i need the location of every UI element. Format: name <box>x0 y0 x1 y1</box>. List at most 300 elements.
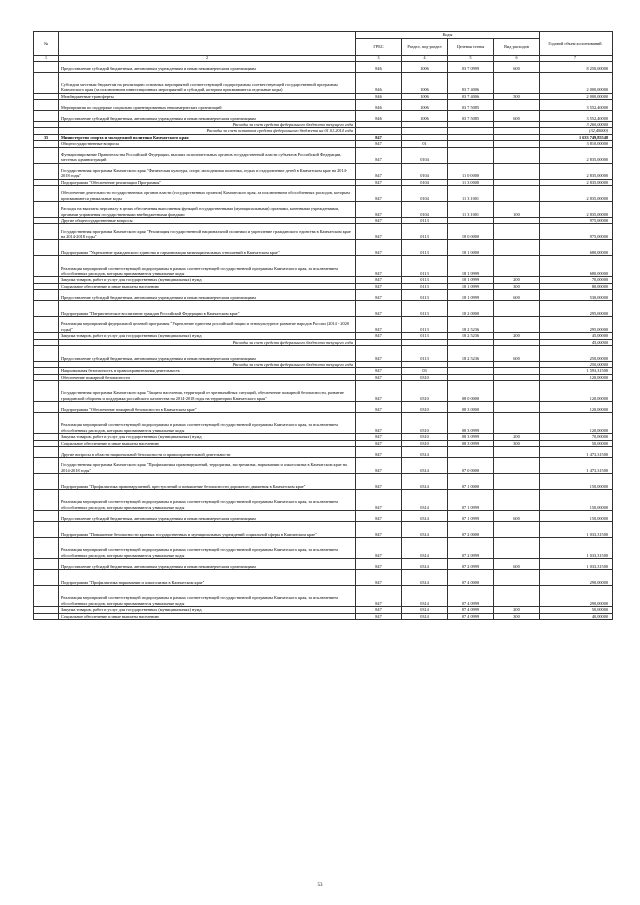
column-index: 5 <box>448 56 494 62</box>
row-number <box>34 559 59 570</box>
row-grbs: 846 <box>356 61 402 72</box>
row-target: 08 0 0000 <box>448 381 494 402</box>
row-number <box>34 290 59 301</box>
row-target: 03 7 4006 <box>448 93 494 99</box>
row-number <box>34 61 59 72</box>
row-razdel: 0314 <box>402 613 448 619</box>
row-number <box>34 490 59 511</box>
row-razdel: 1006 <box>402 61 448 72</box>
row-expense-type: 600 <box>494 559 540 570</box>
row-target <box>448 147 494 163</box>
row-grbs: 847 <box>356 333 402 339</box>
row-number <box>34 613 59 619</box>
row-name: Закупка товаров, работ и услуг для государственных (муниципальных) нужд <box>59 434 356 440</box>
row-grbs: 847 <box>356 447 402 458</box>
row-number <box>34 256 59 277</box>
row-grbs: 847 <box>356 179 402 185</box>
row-target: 11 3 1001 <box>448 186 494 202</box>
row-grbs: 847 <box>356 346 402 362</box>
row-grbs: 847 <box>356 290 402 301</box>
row-razdel: 0314 <box>402 586 448 607</box>
row-number <box>34 538 59 559</box>
row-name: Подпрограмма "Повышение безопасности краевых государственных и муниципальных учреждений социальной сферы в Камчатском крае" <box>59 522 356 538</box>
row-expense-type <box>494 301 540 317</box>
row-grbs: 847 <box>356 559 402 570</box>
row-name: Функционирование Правительства Российской Федерации, высших исполнительных органов государственной власти субъектов Российской Федерации, местных администраций <box>59 147 356 163</box>
row-name: Реализация мероприятий соответствующей подпрограммы в рамках соответствующей государственной программы Камчатского края, за исключением обособленных расходов, которым присваиваются уникальные коды <box>59 256 356 277</box>
row-razdel: 0314 <box>402 607 448 613</box>
table-row <box>34 290 613 301</box>
row-target: 18 1 0999 <box>448 256 494 277</box>
table-row <box>34 447 613 458</box>
row-amount: 80,00000 <box>540 283 613 289</box>
row-expense-type: 200 <box>494 333 540 339</box>
row-expense-type <box>494 538 540 559</box>
row-name: Социальное обеспечение и иные выплаты населению <box>59 440 356 446</box>
row-grbs: 846 <box>356 100 402 111</box>
row-grbs: 847 <box>356 613 402 619</box>
row-number <box>34 72 59 93</box>
table-row <box>34 559 613 570</box>
row-grbs: 847 <box>356 301 402 317</box>
table-row <box>34 147 613 163</box>
table-row <box>34 586 613 607</box>
row-grbs: 847 <box>356 256 402 277</box>
row-expense-type <box>494 381 540 402</box>
table-row <box>34 100 613 111</box>
row-number <box>34 381 59 402</box>
row-expense-type <box>494 147 540 163</box>
row-target: 11 3 0000 <box>448 179 494 185</box>
row-target: 18 2 5236 <box>448 346 494 362</box>
row-target: 07 2 0999 <box>448 559 494 570</box>
row-expense-type: 500 <box>494 93 540 99</box>
row-expense-type <box>494 458 540 474</box>
row-amount: 295,00000 <box>540 301 613 317</box>
row-target: 18 0 0000 <box>448 224 494 240</box>
row-amount: 1 473,31500 <box>540 447 613 458</box>
row-amount: 150,00000 <box>540 490 613 511</box>
row-name: Подпрограмма "Обеспечение реализации Программы" <box>59 179 356 185</box>
row-expense-type <box>494 100 540 111</box>
table-row <box>34 381 613 402</box>
row-name: Предоставление субсидий бюджетным, автономным учреждениям и иным некоммерческим организациям <box>59 61 356 72</box>
table-row <box>34 458 613 474</box>
row-expense-type <box>494 402 540 413</box>
row-razdel: 0310 <box>402 434 448 440</box>
row-number <box>34 301 59 317</box>
row-razdel: 0310 <box>402 440 448 446</box>
row-number <box>34 474 59 490</box>
row-target: 07 1 0000 <box>448 474 494 490</box>
row-razdel: 03 <box>402 368 448 374</box>
row-grbs: 847 <box>356 586 402 607</box>
row-amount: 45,00000 <box>540 339 613 345</box>
row-target: 11 3 1001 <box>448 202 494 218</box>
row-target: 03 7 5085 <box>448 100 494 111</box>
row-target: 07 4 0999 <box>448 586 494 607</box>
row-razdel: 0104 <box>402 202 448 218</box>
row-number <box>34 111 59 122</box>
row-razdel: 0314 <box>402 522 448 538</box>
row-expense-type: 200 <box>494 607 540 613</box>
row-target: 07 4 0999 <box>448 613 494 619</box>
row-name: Субсидии местным бюджетам на реализацию основных мероприятий соответствующей подпрограммы соответствующей государственной программы Камчатского края (за исключением инвестиционных мероприятий и субсидий, которым присваиваются отдельные коды) <box>59 72 356 93</box>
row-expense-type: 300 <box>494 283 540 289</box>
row-razdel: 0113 <box>402 317 448 333</box>
row-name: Предоставление субсидий бюджетным, автономным учреждениям и иным некоммерческим организациям <box>59 290 356 301</box>
row-expense-type <box>494 256 540 277</box>
row-name: Министерство спорта и молодежной политики Камчатского края <box>59 134 356 140</box>
row-razdel: 1006 <box>402 100 448 111</box>
row-expense-type: 200 <box>494 434 540 440</box>
row-grbs: 847 <box>356 402 402 413</box>
row-grbs: 847 <box>356 186 402 202</box>
row-expense-type <box>494 72 540 93</box>
row-name: Расходы за счет средств федерального бюджета текущего года <box>59 339 356 345</box>
column-index: 1 <box>34 56 59 62</box>
row-grbs: 847 <box>356 224 402 240</box>
row-expense-type <box>494 186 540 202</box>
row-amount: 2 835,00000 <box>540 202 613 218</box>
row-razdel: 1006 <box>402 72 448 93</box>
row-expense-type <box>494 586 540 607</box>
row-target: 07 2 0999 <box>448 538 494 559</box>
row-name: Подпрограмма "Профилактика наркомании и алкоголизма в Камчатском крае" <box>59 570 356 586</box>
row-name: Реализация мероприятий соответствующей подпрограммы в рамках соответствующей государственной программы Камчатского края, за исключением обособленных расходов, которым присваиваются уникальные коды <box>59 490 356 511</box>
row-number <box>34 402 59 413</box>
row-amount: (32,40000) <box>540 128 613 134</box>
page-number: 53 <box>317 883 323 888</box>
row-amount: 1 633 749,85548 <box>540 134 613 140</box>
table-row <box>34 72 613 93</box>
row-amount: 680,00000 <box>540 240 613 256</box>
row-name: Межбюджетные трансферты <box>59 93 356 99</box>
row-amount: 2 835,00000 <box>540 163 613 179</box>
row-razdel: 0113 <box>402 240 448 256</box>
row-name: Предоставление субсидий бюджетным, автономным учреждениям и иным некоммерческим организациям <box>59 559 356 570</box>
row-target: 03 7 5085 <box>448 111 494 122</box>
row-grbs: 847 <box>356 607 402 613</box>
row-razdel: 0314 <box>402 538 448 559</box>
row-name: Социальное обеспечение и иные выплаты населению <box>59 283 356 289</box>
row-target: 07 0 0000 <box>448 458 494 474</box>
table-row <box>34 402 613 413</box>
row-name: Реализация мероприятий федеральной целевой программы "Укрепление единства российской нации и этнокультурное развитие народов России (2014 - 2020 годы)" <box>59 317 356 333</box>
col-header-target: Целевая статья <box>448 39 494 56</box>
row-expense-type <box>494 570 540 586</box>
col-header-grbs: ГРБС <box>356 39 402 56</box>
row-razdel: 0104 <box>402 163 448 179</box>
row-target: 07 4 0999 <box>448 607 494 613</box>
row-name: Подпрограмма "Профилактика правонарушений, преступлений и повышение безопасности дорожного движения в Камчатском крае" <box>59 474 356 490</box>
row-expense-type <box>494 317 540 333</box>
row-razdel: 0314 <box>402 490 448 511</box>
row-expense-type <box>494 240 540 256</box>
row-number <box>34 224 59 240</box>
row-grbs: 847 <box>356 134 402 140</box>
row-expense-type: 600 <box>494 111 540 122</box>
table-row <box>34 346 613 362</box>
row-grbs: 847 <box>356 283 402 289</box>
table-body <box>34 61 613 619</box>
row-razdel: 0113 <box>402 333 448 339</box>
row-grbs: 847 <box>356 538 402 559</box>
column-index: 3 <box>356 56 402 62</box>
row-razdel: 01 <box>402 141 448 147</box>
row-amount: 120,00000 <box>540 413 613 434</box>
row-name: Предоставление субсидий бюджетным, автономным учреждениям и иным некоммерческим организациям <box>59 346 356 362</box>
table-row <box>34 202 613 218</box>
row-number <box>34 317 59 333</box>
row-number <box>34 447 59 458</box>
column-index: 4 <box>402 56 448 62</box>
row-razdel: 0314 <box>402 511 448 522</box>
row-expense-type: 300 <box>494 440 540 446</box>
row-target: 08 3 0999 <box>448 413 494 434</box>
row-grbs: 847 <box>356 434 402 440</box>
row-target: 18 2 5236 <box>448 317 494 333</box>
row-name: Общегосударственные вопросы <box>59 141 356 147</box>
row-amount: 70,00000 <box>540 434 613 440</box>
row-target: 18 1 0999 <box>448 277 494 283</box>
table-row <box>34 256 613 277</box>
table-row <box>34 317 613 333</box>
row-razdel: 0113 <box>402 290 448 301</box>
row-razdel: 0314 <box>402 447 448 458</box>
row-name: Подпрограмма "Патриотическое воспитание граждан Российской Федерации в Камчатском крае" <box>59 301 356 317</box>
row-amount: 290,00000 <box>540 586 613 607</box>
row-amount: 2 000,00000 <box>540 93 613 99</box>
row-number: 35 <box>34 134 59 140</box>
row-expense-type: 600 <box>494 61 540 72</box>
row-amount: 250,00000 <box>540 346 613 362</box>
table-row <box>34 186 613 202</box>
table-row <box>34 522 613 538</box>
row-grbs: 847 <box>356 458 402 474</box>
row-amount: 40,00000 <box>540 613 613 619</box>
row-amount: 1 033,31500 <box>540 522 613 538</box>
row-name: Подпрограмма "Укрепление гражданского единства и гармонизация межнациональных отношений в Камчатском крае" <box>59 240 356 256</box>
column-index: 2 <box>59 56 356 62</box>
table-row <box>34 111 613 122</box>
row-name: Закупка товаров, работ и услуг для государственных (муниципальных) нужд <box>59 607 356 613</box>
row-amount: 250,00000 <box>540 362 613 368</box>
table-row <box>34 240 613 256</box>
row-number <box>34 163 59 179</box>
row-name: Закупка товаров, работ и услуг для государственных (муниципальных) нужд <box>59 333 356 339</box>
row-grbs: 847 <box>356 202 402 218</box>
row-target: 08 3 0999 <box>448 434 494 440</box>
row-number <box>34 413 59 434</box>
row-name: Предоставление субсидий бюджетным, автономным учреждениям и иным некоммерческим организациям <box>59 511 356 522</box>
row-number <box>34 511 59 522</box>
row-name: Государственная программа Камчатского края "Профилактика правонарушений, терроризма, экстремизма, наркомании и алкоголизма в Камчатском крае на 2014-2018 годы" <box>59 458 356 474</box>
row-grbs: 847 <box>356 317 402 333</box>
table-row <box>34 61 613 72</box>
row-grbs: 847 <box>356 277 402 283</box>
row-amount: 150,00000 <box>540 511 613 522</box>
row-amount: 975,00000 <box>540 218 613 224</box>
row-razdel: 0113 <box>402 283 448 289</box>
row-razdel: 0310 <box>402 402 448 413</box>
row-grbs: 847 <box>356 163 402 179</box>
row-name: Государственная программа Камчатского края "Физическая культура, спорт, молодежная политика, отдых и оздоровление детей в Камчатском крае на 2014-2018 годы" <box>59 163 356 179</box>
row-expense-type <box>494 490 540 511</box>
row-amount: 1 033,31500 <box>540 538 613 559</box>
row-number <box>34 186 59 202</box>
row-grbs: 847 <box>356 440 402 446</box>
row-razdel: 0113 <box>402 277 448 283</box>
table-row <box>34 301 613 317</box>
row-name: Другие общегосударственные вопросы <box>59 218 356 224</box>
row-amount: 3 552,40000 <box>540 111 613 122</box>
row-name: Другие вопросы в области национальной безопасности и правоохранительной деятельности <box>59 447 356 458</box>
row-target: 18 2 5236 <box>448 333 494 339</box>
row-grbs: 846 <box>356 111 402 122</box>
row-amount: 2 835,00000 <box>540 147 613 163</box>
row-expense-type <box>494 413 540 434</box>
row-razdel: 1006 <box>402 111 448 122</box>
row-grbs: 847 <box>356 490 402 511</box>
row-amount: 3 810,00000 <box>540 141 613 147</box>
row-grbs: 847 <box>356 381 402 402</box>
row-amount: 120,00000 <box>540 402 613 413</box>
budget-table <box>33 31 613 620</box>
row-target: 07 2 0000 <box>448 522 494 538</box>
table-row <box>34 613 613 619</box>
row-expense-type: 100 <box>494 202 540 218</box>
row-grbs: 847 <box>356 218 402 224</box>
row-name: Государственная программа Камчатского края "Защита населения, территорий от чрезвычайных ситуаций, обеспечение пожарной безопасности, развитие гражданской обороны и поддержка российского казачества на 2014-2018 годы на территории Камчатского края" <box>59 381 356 402</box>
table-row <box>34 511 613 522</box>
row-amount: 50,00000 <box>540 440 613 446</box>
row-razdel: 0310 <box>402 381 448 402</box>
table-row <box>34 538 613 559</box>
row-razdel: 0314 <box>402 559 448 570</box>
row-target: 07 1 0999 <box>448 490 494 511</box>
row-target: 08 3 0999 <box>448 440 494 446</box>
row-target: 18 1 0999 <box>448 290 494 301</box>
row-target: 11 0 0000 <box>448 163 494 179</box>
row-amount: 150,00000 <box>540 474 613 490</box>
row-razdel: 0104 <box>402 147 448 163</box>
row-target: 07 4 0000 <box>448 570 494 586</box>
row-amount: 2 835,00000 <box>540 186 613 202</box>
row-expense-type <box>494 224 540 240</box>
col-header-razdel: Раздел, под-раздел <box>402 39 448 56</box>
row-razdel: 0113 <box>402 224 448 240</box>
row-name: Государственная программа Камчатского края "Реализация государственной национальной политики и укрепление гражданского единства в Камчатском крае на 2014-2018 годы" <box>59 224 356 240</box>
row-razdel: 0113 <box>402 301 448 317</box>
row-grbs: 846 <box>356 93 402 99</box>
row-target <box>448 447 494 458</box>
row-grbs: 847 <box>356 474 402 490</box>
row-razdel: 0314 <box>402 570 448 586</box>
row-amount: 45,00000 <box>540 333 613 339</box>
table-row <box>34 490 613 511</box>
col-header-expense-type: Вид расходов <box>494 39 540 56</box>
row-grbs: 847 <box>356 368 402 374</box>
row-grbs: 847 <box>356 147 402 163</box>
row-target: 03 7 0999 <box>448 61 494 72</box>
row-razdel: 0113 <box>402 256 448 277</box>
row-number <box>34 147 59 163</box>
row-razdel: 0113 <box>402 346 448 362</box>
row-target: 18 1 0999 <box>448 283 494 289</box>
row-razdel: 0314 <box>402 458 448 474</box>
col-header-name <box>59 32 356 56</box>
row-expense-type <box>494 522 540 538</box>
row-target: 18 2 0000 <box>448 301 494 317</box>
row-number <box>34 346 59 362</box>
row-amount: 70,00000 <box>540 277 613 283</box>
row-amount: 120,00000 <box>540 381 613 402</box>
row-name: Предоставление субсидий бюджетным, автономным учреждениям и иным некоммерческим организациям <box>59 111 356 122</box>
row-name: Обеспечение деятельности государственных органов власти (государственных органов) Камчатского края, за исключением обособленных расходов, которым присваиваются уникальные коды <box>59 186 356 202</box>
row-amount: 975,00000 <box>540 224 613 240</box>
row-expense-type: 600 <box>494 511 540 522</box>
row-number <box>34 100 59 111</box>
table-header <box>34 32 613 62</box>
row-name: Реализация мероприятий соответствующей подпрограммы в рамках соответствующей государственной программы Камчатского края, за исключением обособленных расходов, которым присваиваются уникальные коды <box>59 586 356 607</box>
row-grbs: 847 <box>356 240 402 256</box>
row-razdel: 0113 <box>402 218 448 224</box>
row-name: Обеспечение пожарной безопасности <box>59 374 356 380</box>
row-expense-type <box>494 447 540 458</box>
row-amount: 1 473,31500 <box>540 458 613 474</box>
col-header-total: Годовой объем ассигнований <box>540 32 613 56</box>
row-number <box>34 240 59 256</box>
row-expense-type: 200 <box>494 277 540 283</box>
row-amount: 290,00000 <box>540 570 613 586</box>
column-index: 6 <box>494 56 540 62</box>
row-name: Расходы за счет средств федерального бюджета текущего года <box>59 362 356 368</box>
row-target: 18 1 0000 <box>448 240 494 256</box>
row-amount: 530,00000 <box>540 290 613 301</box>
row-number <box>34 522 59 538</box>
row-number <box>34 570 59 586</box>
row-razdel: 0310 <box>402 374 448 380</box>
row-name: Реализация мероприятий соответствующей подпрограммы в рамках соответствующей государственной программы Камчатского края, за исключением обособленных расходов, которым присваиваются уникальные коды <box>59 413 356 434</box>
row-name: Национальная безопасность и правоохранительная деятельность <box>59 368 356 374</box>
row-name: Закупка товаров, работ и услуг для государственных (муниципальных) нужд <box>59 277 356 283</box>
row-target: 03 7 4006 <box>448 72 494 93</box>
row-amount: 1 033,31500 <box>540 559 613 570</box>
row-razdel: 0310 <box>402 413 448 434</box>
row-name: Расходы за счет остатков средств федерального бюджета на 01.01.2014 года <box>59 128 356 134</box>
row-amount: 1 593,31500 <box>540 368 613 374</box>
row-target: 08 3 0000 <box>448 402 494 413</box>
col-header-codes: Коды <box>356 32 540 39</box>
row-grbs: 847 <box>356 570 402 586</box>
row-expense-type: 300 <box>494 613 540 619</box>
table-row <box>34 570 613 586</box>
row-amount: 680,00000 <box>540 256 613 277</box>
table-row <box>34 474 613 490</box>
row-number <box>34 586 59 607</box>
row-amount: 120,00000 <box>540 374 613 380</box>
row-name: Расходы на выплаты персоналу в целях обеспечения выполнения функций государственными (муниципальными) органами, казенными учреждениями, органами управления государственными внебюджетными фондами <box>59 202 356 218</box>
row-name: Расходы за счет средств федерального бюджета текущего года <box>59 122 356 128</box>
row-name: Мероприятия по поддержке социально ориентированных некоммерческих организаций <box>59 100 356 111</box>
row-expense-type: 600 <box>494 290 540 301</box>
row-target: 07 1 0999 <box>448 511 494 522</box>
row-name: Подпрограмма "Обеспечение пожарной безопасности в Камчатском крае" <box>59 402 356 413</box>
row-amount: 3 260,00000 <box>540 122 613 128</box>
row-expense-type: 600 <box>494 346 540 362</box>
row-grbs: 847 <box>356 522 402 538</box>
